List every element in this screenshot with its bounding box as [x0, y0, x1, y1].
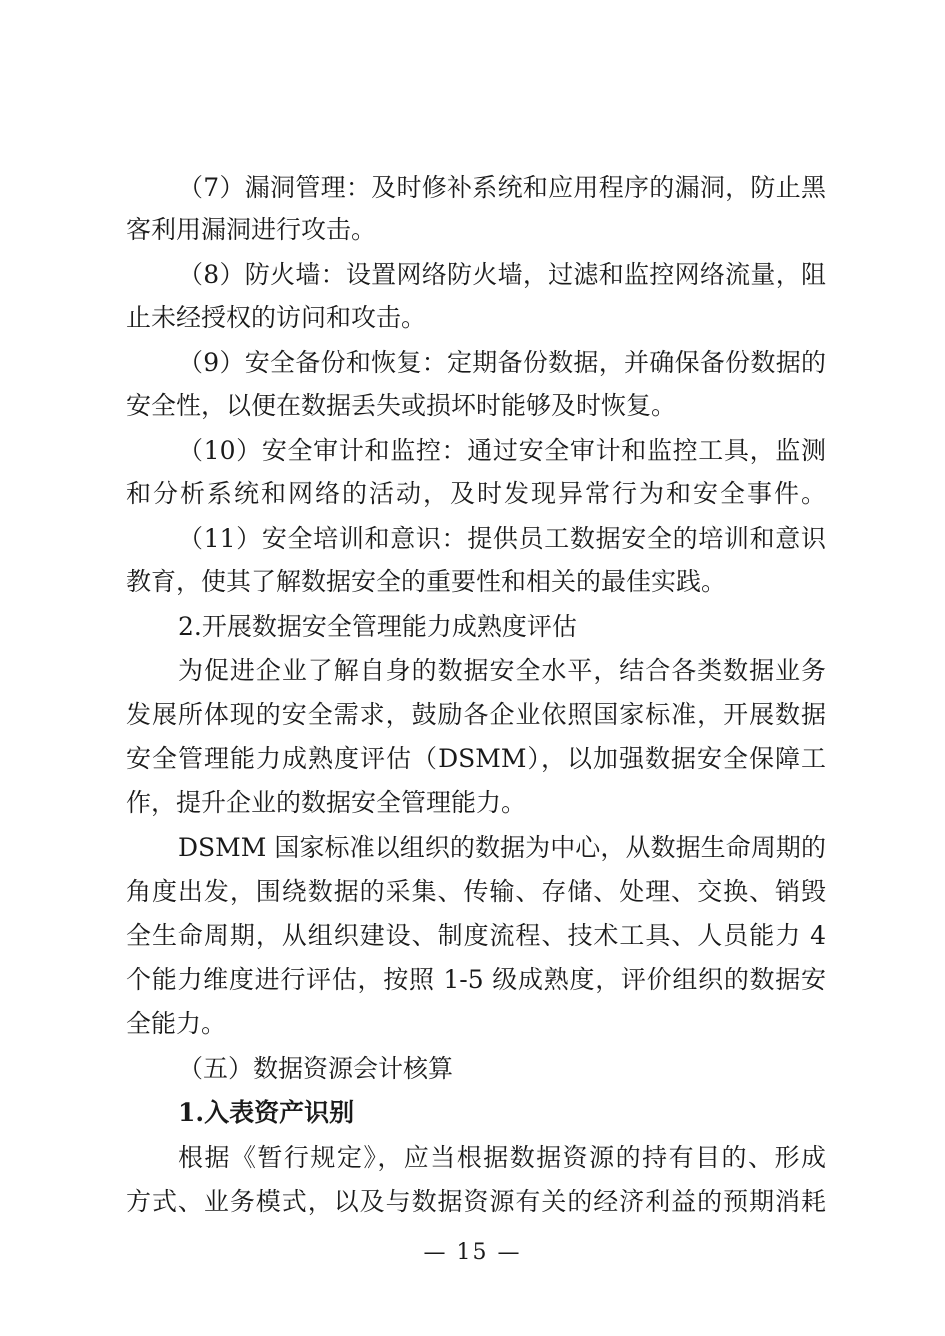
- paragraph-backup-line-1: （9）安全备份和恢复：定期备份数据，并确保备份数据的: [178, 348, 826, 377]
- paragraph-regulation-line-2: 方式、业务模式，以及与数据资源有关的经济利益的预期消耗: [126, 1187, 826, 1216]
- paragraph-dsmm-standard-line-5: 全能力。: [126, 1009, 227, 1038]
- subsection-heading-asset-identification: 1.入表资产识别: [178, 1098, 355, 1127]
- paragraph-firewall-line-1: （8）防火墙：设置网络防火墙，过滤和监控网络流量，阻: [178, 260, 826, 289]
- paragraph-training-line-2: 教育，使其了解数据安全的重要性和相关的最佳实践。: [126, 567, 727, 596]
- paragraph-dsmm-intro-line-2: 发展所体现的安全需求，鼓励各企业依照国家标准，开展数据: [126, 700, 826, 729]
- paragraph-training-line-1: （11）安全培训和意识：提供员工数据安全的培训和意识: [178, 524, 826, 553]
- paragraph-dsmm-intro-line-4: 作，提升企业的数据安全管理能力。: [126, 788, 527, 817]
- paragraph-vulnerability-management-line-2: 客利用漏洞进行攻击。: [126, 215, 377, 244]
- paragraph-backup-line-2: 安全性，以便在数据丢失或损坏时能够及时恢复。: [126, 391, 677, 420]
- section-heading-dsmm: 2.开展数据安全管理能力成熟度评估: [178, 612, 577, 641]
- section-heading-accounting: （五）数据资源会计核算: [178, 1054, 454, 1083]
- page-number: — 15 —: [423, 1240, 522, 1265]
- paragraph-dsmm-standard-line-2: 角度出发，围绕数据的采集、传输、存储、处理、交换、销毁: [126, 877, 826, 906]
- paragraph-dsmm-intro-line-1: 为促进企业了解自身的数据安全水平，结合各类数据业务: [178, 656, 826, 685]
- paragraph-dsmm-standard-line-4: 个能力维度进行评估，按照 1-5 级成熟度，评价组织的数据安: [126, 965, 826, 994]
- paragraph-audit-line-1: （10）安全审计和监控：通过安全审计和监控工具，监测: [178, 436, 826, 465]
- paragraph-audit-line-2: 和分析系统和网络的活动，及时发现异常行为和安全事件。: [126, 479, 826, 508]
- paragraph-regulation-line-1: 根据《暂行规定》，应当根据数据资源的持有目的、形成: [178, 1143, 826, 1172]
- paragraph-dsmm-standard-line-3: 全生命周期，从组织建设、制度流程、技术工具、人员能力 4: [126, 921, 826, 950]
- paragraph-vulnerability-management-line-1: （7）漏洞管理：及时修补系统和应用程序的漏洞，防止黑: [178, 173, 826, 202]
- paragraph-dsmm-intro-line-3: 安全管理能力成熟度评估（DSMM），以加强数据安全保障工: [126, 744, 826, 773]
- paragraph-firewall-line-2: 止未经授权的访问和攻击。: [126, 303, 427, 332]
- paragraph-dsmm-standard-line-1: DSMM 国家标准以组织的数据为中心，从数据生命周期的: [178, 833, 826, 862]
